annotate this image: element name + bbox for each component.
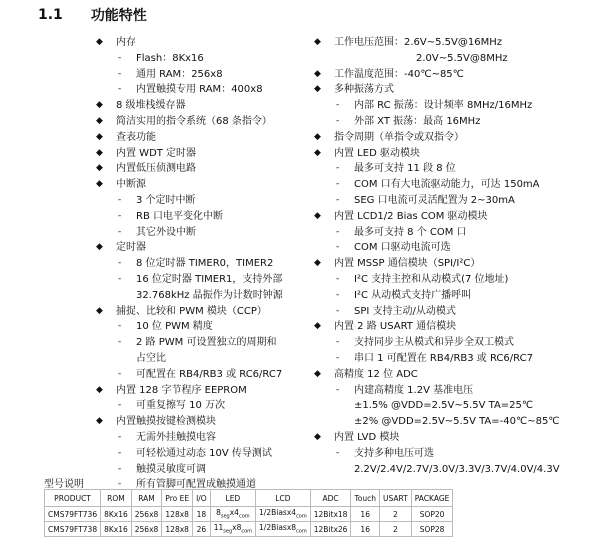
dash-bullet-icon: - <box>118 368 122 379</box>
table-cell: 2 <box>379 507 411 522</box>
feature-item <box>314 414 600 430</box>
section-number: 1.1 <box>38 7 63 23</box>
led-spec-part: seg <box>220 513 230 520</box>
table-cell: 12Bitx26 <box>310 522 351 537</box>
dash-bullet-icon: - <box>118 273 122 284</box>
feature-text: 简洁实用的指令系统（68 条指令） <box>116 115 272 127</box>
dash-bullet-icon: - <box>336 115 340 126</box>
feature-text: 最多可支持 11 段 8 位 <box>354 163 456 175</box>
feature-item <box>314 193 600 209</box>
lcd-spec-part: 1/2Biasx4 <box>259 508 297 518</box>
lcd-spec-part: 1/2Biasx8 <box>259 523 297 533</box>
feature-item <box>96 430 306 446</box>
feature-item <box>314 256 600 272</box>
feature-text: 内置 128 字节程序 EEPROM <box>116 384 247 396</box>
table-header-row <box>45 490 453 507</box>
feature-text: SEG 口电流可灵活配置为 2~30mA <box>354 194 515 206</box>
table-header-cell: PACKAGE <box>411 490 453 507</box>
feature-text: ±1.5% @VDD=2.5V~5.5V TA=25℃ <box>354 400 534 412</box>
feature-text: 2 路 PWM 可设置独立的周期和 <box>136 337 277 349</box>
dash-bullet-icon: - <box>118 258 122 269</box>
feature-item <box>96 367 306 383</box>
model-table-title: 型号说明 <box>44 479 84 490</box>
dash-bullet-icon: - <box>118 337 122 348</box>
table-cell-lcd <box>256 507 311 522</box>
table-cell-led <box>210 522 255 537</box>
feature-text: 内置低压侦测电路 <box>116 163 196 175</box>
feature-text: RB 口电平变化中断 <box>136 210 223 222</box>
feature-text: 内建高精度 1.2V 基准电压 <box>354 384 474 396</box>
feature-item <box>96 383 306 399</box>
dash-bullet-icon: - <box>118 447 122 458</box>
dash-bullet-icon: - <box>336 226 340 237</box>
table-header-cell: USART <box>379 490 411 507</box>
dash-bullet-icon: - <box>118 52 122 63</box>
table-header-cell: ADC <box>310 490 351 507</box>
table-cell-led <box>210 507 255 522</box>
table-cell: 18 <box>193 507 211 522</box>
feature-item <box>314 398 600 414</box>
feature-item <box>314 67 600 83</box>
feature-item <box>314 367 600 383</box>
feature-item <box>314 240 600 256</box>
feature-item <box>96 304 306 320</box>
table-cell: CMS79FT738 <box>45 522 101 537</box>
feature-text: 高精度 12 位 ADC <box>334 368 418 380</box>
feature-text: ±2% @VDD=2.5V~5.5V TA=-40℃~85℃ <box>354 416 560 428</box>
feature-text: 定时器 <box>116 242 146 254</box>
feature-list-left <box>96 35 306 493</box>
table-cell: 26 <box>193 522 211 537</box>
led-spec-part: seg <box>223 528 233 535</box>
diamond-bullet-icon: ◆ <box>96 37 103 47</box>
table-header-cell: I/O <box>193 490 211 507</box>
feature-item <box>96 51 306 67</box>
feature-text: 支持同步主从模式和异步全双工模式 <box>354 337 514 349</box>
feature-item <box>96 98 306 114</box>
feature-text: 触摸灵敏度可调 <box>136 463 206 475</box>
table-cell: SOP28 <box>411 522 453 537</box>
feature-text: 内置 LCD1/2 Bias COM 驱动模块 <box>334 210 488 222</box>
diamond-bullet-icon: ◆ <box>314 37 321 47</box>
diamond-bullet-icon: ◆ <box>96 100 103 111</box>
dash-bullet-icon: - <box>118 84 122 95</box>
feature-item <box>96 351 306 367</box>
diamond-bullet-icon: ◆ <box>314 68 321 79</box>
feature-text: 3 个定时中断 <box>136 194 196 206</box>
feature-item <box>314 98 600 114</box>
feature-text: 内置 MSSP 通信模块（SPI/I²C） <box>334 258 481 270</box>
table-cell: 8Kx16 <box>101 507 132 522</box>
feature-item <box>96 414 306 430</box>
led-spec-part: 8 <box>216 508 221 518</box>
feature-text: 多种振荡方式 <box>334 84 394 96</box>
feature-item <box>96 319 306 335</box>
feature-item <box>314 82 600 98</box>
dash-bullet-icon: - <box>336 163 340 174</box>
feature-item <box>96 161 306 177</box>
feature-item <box>96 288 306 304</box>
table-cell: 16 <box>351 507 380 522</box>
dash-bullet-icon: - <box>336 194 340 205</box>
feature-text: 2.0V~5.5V@8MHz <box>416 52 508 64</box>
feature-text: COM 口有大电流驱动能力，可达 150mA <box>354 179 540 191</box>
diamond-bullet-icon: ◆ <box>96 147 103 158</box>
diamond-bullet-icon: ◆ <box>96 416 103 427</box>
table-header-cell: LED <box>210 490 255 507</box>
feature-item <box>314 209 600 225</box>
feature-text: 可配置在 RB4/RB3 或 RC6/RC7 <box>136 368 283 380</box>
lcd-spec-sub: com <box>296 513 307 520</box>
dash-bullet-icon: - <box>336 273 340 284</box>
section-heading <box>38 4 147 26</box>
feature-item <box>314 383 600 399</box>
table-cell: 256x8 <box>131 507 162 522</box>
feature-text: 通用 RAM：256x8 <box>136 68 223 80</box>
feature-text: 10 位 PWM 精度 <box>136 321 213 333</box>
dash-bullet-icon: - <box>118 463 122 474</box>
diamond-bullet-icon: ◆ <box>314 131 321 142</box>
feature-text: 占空比 <box>136 352 166 364</box>
lcd-spec-sub: com <box>296 528 307 535</box>
table-cell: 2 <box>379 522 411 537</box>
feature-item <box>314 51 600 67</box>
diamond-bullet-icon: ◆ <box>314 258 321 269</box>
feature-item <box>314 114 600 130</box>
diamond-bullet-icon: ◆ <box>96 179 103 190</box>
feature-item <box>314 446 600 462</box>
model-table <box>44 489 453 537</box>
feature-text: 内存 <box>116 37 136 48</box>
table-header-cell: RAM <box>131 490 162 507</box>
feature-item <box>314 130 600 146</box>
feature-text: 所有管脚可配置成触摸通道 <box>136 479 256 491</box>
led-spec-part: x8 <box>232 523 242 533</box>
dash-bullet-icon: - <box>336 305 340 316</box>
table-cell: 256x8 <box>131 522 162 537</box>
diamond-bullet-icon: ◆ <box>314 210 321 221</box>
feature-item <box>96 67 306 83</box>
feature-text: I²C 支持主控和从动模式(7 位地址) <box>354 273 509 285</box>
feature-text: 最多可支持 8 个 COM 口 <box>354 226 467 238</box>
table-row <box>45 522 453 537</box>
table-header-cell: LCD <box>256 490 311 507</box>
table-cell: 8Kx16 <box>101 522 132 537</box>
feature-text: 内置 LED 驱动模块 <box>334 147 420 159</box>
dash-bullet-icon: - <box>118 210 122 221</box>
feature-text: 中断源 <box>116 179 146 191</box>
table-cell-lcd <box>256 522 311 537</box>
feature-item <box>96 256 306 272</box>
feature-item <box>96 335 306 351</box>
table-cell: CMS79FT736 <box>45 507 101 522</box>
dash-bullet-icon: - <box>118 226 122 237</box>
diamond-bullet-icon: ◆ <box>96 163 103 174</box>
table-header-cell: Touch <box>351 490 380 507</box>
feature-text: 内置触摸按键检测模块 <box>116 416 216 428</box>
feature-item <box>96 177 306 193</box>
feature-item <box>314 146 600 162</box>
feature-text: 捕捉、比较和 PWM 模块（CCP） <box>116 305 267 317</box>
feature-text: 8 位定时器 TIMER0，TIMER2 <box>136 258 274 270</box>
dash-bullet-icon: - <box>336 100 340 111</box>
feature-text: COM 口驱动电流可选 <box>354 242 451 254</box>
table-header-cell: ROM <box>101 490 132 507</box>
feature-item <box>314 225 600 241</box>
feature-text: 其它外设中断 <box>136 226 196 238</box>
feature-item <box>314 177 600 193</box>
led-spec-part: com <box>238 513 250 520</box>
diamond-bullet-icon: ◆ <box>314 147 321 158</box>
diamond-bullet-icon: ◆ <box>96 384 103 395</box>
table-cell: SOP20 <box>411 507 453 522</box>
dash-bullet-icon: - <box>118 194 122 205</box>
feature-text: I²C 从动模式支持广播呼叫 <box>354 289 472 301</box>
diamond-bullet-icon: ◆ <box>314 431 321 442</box>
feature-text: 内置 LVD 模块 <box>334 431 400 443</box>
feature-item <box>314 161 600 177</box>
feature-item <box>96 446 306 462</box>
feature-item <box>96 240 306 256</box>
diamond-bullet-icon: ◆ <box>96 305 103 316</box>
feature-item <box>314 304 600 320</box>
feature-text: SPI 支持主动/从动模式 <box>354 305 456 317</box>
led-spec-part: com <box>241 528 253 535</box>
feature-item <box>96 146 306 162</box>
diamond-bullet-icon: ◆ <box>314 368 321 379</box>
feature-text: 指令周期（单指令或双指令） <box>334 131 464 143</box>
feature-text: 可轻松通过动态 10V 传导测试 <box>136 447 272 459</box>
feature-text: 内置 WDT 定时器 <box>116 147 197 159</box>
feature-text: 支持多种电压可选 <box>354 447 434 459</box>
table-header-cell: Pro EE <box>162 490 193 507</box>
dash-bullet-icon: - <box>336 352 340 363</box>
led-spec-part: x4 <box>229 508 239 518</box>
feature-item <box>314 288 600 304</box>
dash-bullet-icon: - <box>336 179 340 190</box>
feature-text: 串口 1 可配置在 RB4/RB3 或 RC6/RC7 <box>354 352 533 364</box>
feature-item <box>314 430 600 446</box>
feature-item <box>96 193 306 209</box>
feature-text: 32.768kHz 晶振作为计数时钟源 <box>136 289 283 301</box>
diamond-bullet-icon: ◆ <box>314 84 321 95</box>
feature-item <box>96 130 306 146</box>
feature-text: Flash：8Kx16 <box>136 52 204 64</box>
feature-text: 2.2V/2.4V/2.7V/3.0V/3.3V/3.7V/4.0V/4.3V <box>354 463 560 475</box>
feature-item <box>96 82 306 98</box>
feature-item <box>314 319 600 335</box>
dash-bullet-icon: - <box>118 68 122 79</box>
dash-bullet-icon: - <box>336 447 340 458</box>
feature-item <box>96 272 306 288</box>
dash-bullet-icon: - <box>118 431 122 442</box>
feature-list-right <box>314 35 600 477</box>
feature-item <box>96 462 306 478</box>
table-cell: 128x8 <box>162 522 193 537</box>
dash-bullet-icon: - <box>118 400 122 411</box>
feature-item <box>96 114 306 130</box>
led-spec-part: 11 <box>213 523 224 533</box>
dash-bullet-icon: - <box>336 384 340 395</box>
feature-item <box>314 335 600 351</box>
feature-item <box>314 272 600 288</box>
feature-text: 8 级堆栈缓存器 <box>116 100 186 112</box>
feature-item <box>96 398 306 414</box>
dash-bullet-icon: - <box>336 242 340 253</box>
feature-text: 无需外挂触摸电容 <box>136 431 216 443</box>
feature-text: 外部 XT 振荡：最高 16MHz <box>354 115 481 127</box>
feature-text: 内置 2 路 USART 通信模块 <box>334 321 457 333</box>
table-cell: 128x8 <box>162 507 193 522</box>
feature-text: 工作温度范围：-40℃~85℃ <box>334 68 464 80</box>
table-cell: 16 <box>351 522 380 537</box>
feature-text: 内置触摸专用 RAM：400x8 <box>136 84 263 96</box>
feature-text: 16 位定时器 TIMER1，支持外部 <box>136 273 283 285</box>
feature-item <box>314 462 600 478</box>
table-cell: 12Bitx18 <box>310 507 351 522</box>
diamond-bullet-icon: ◆ <box>96 242 103 253</box>
feature-item <box>96 209 306 225</box>
feature-text: 查表功能 <box>116 131 156 143</box>
section-title: 功能特性 <box>90 8 147 24</box>
dash-bullet-icon: - <box>118 479 122 490</box>
table-row <box>45 507 453 522</box>
feature-text: 可重复擦写 10 万次 <box>136 400 226 412</box>
diamond-bullet-icon: ◆ <box>314 321 321 332</box>
dash-bullet-icon: - <box>336 337 340 348</box>
feature-text: 工作电压范围：2.6V~5.5V@16MHz <box>334 37 502 48</box>
feature-item <box>314 35 600 51</box>
diamond-bullet-icon: ◆ <box>96 131 103 142</box>
table-header-cell: PRODUCT <box>45 490 101 507</box>
feature-text: 内部 RC 振荡：设计频率 8MHz/16MHz <box>354 100 533 112</box>
diamond-bullet-icon: ◆ <box>96 115 103 126</box>
feature-item <box>96 225 306 241</box>
dash-bullet-icon: - <box>118 321 122 332</box>
dash-bullet-icon: - <box>336 289 340 300</box>
feature-item <box>96 35 306 51</box>
feature-item <box>314 351 600 367</box>
